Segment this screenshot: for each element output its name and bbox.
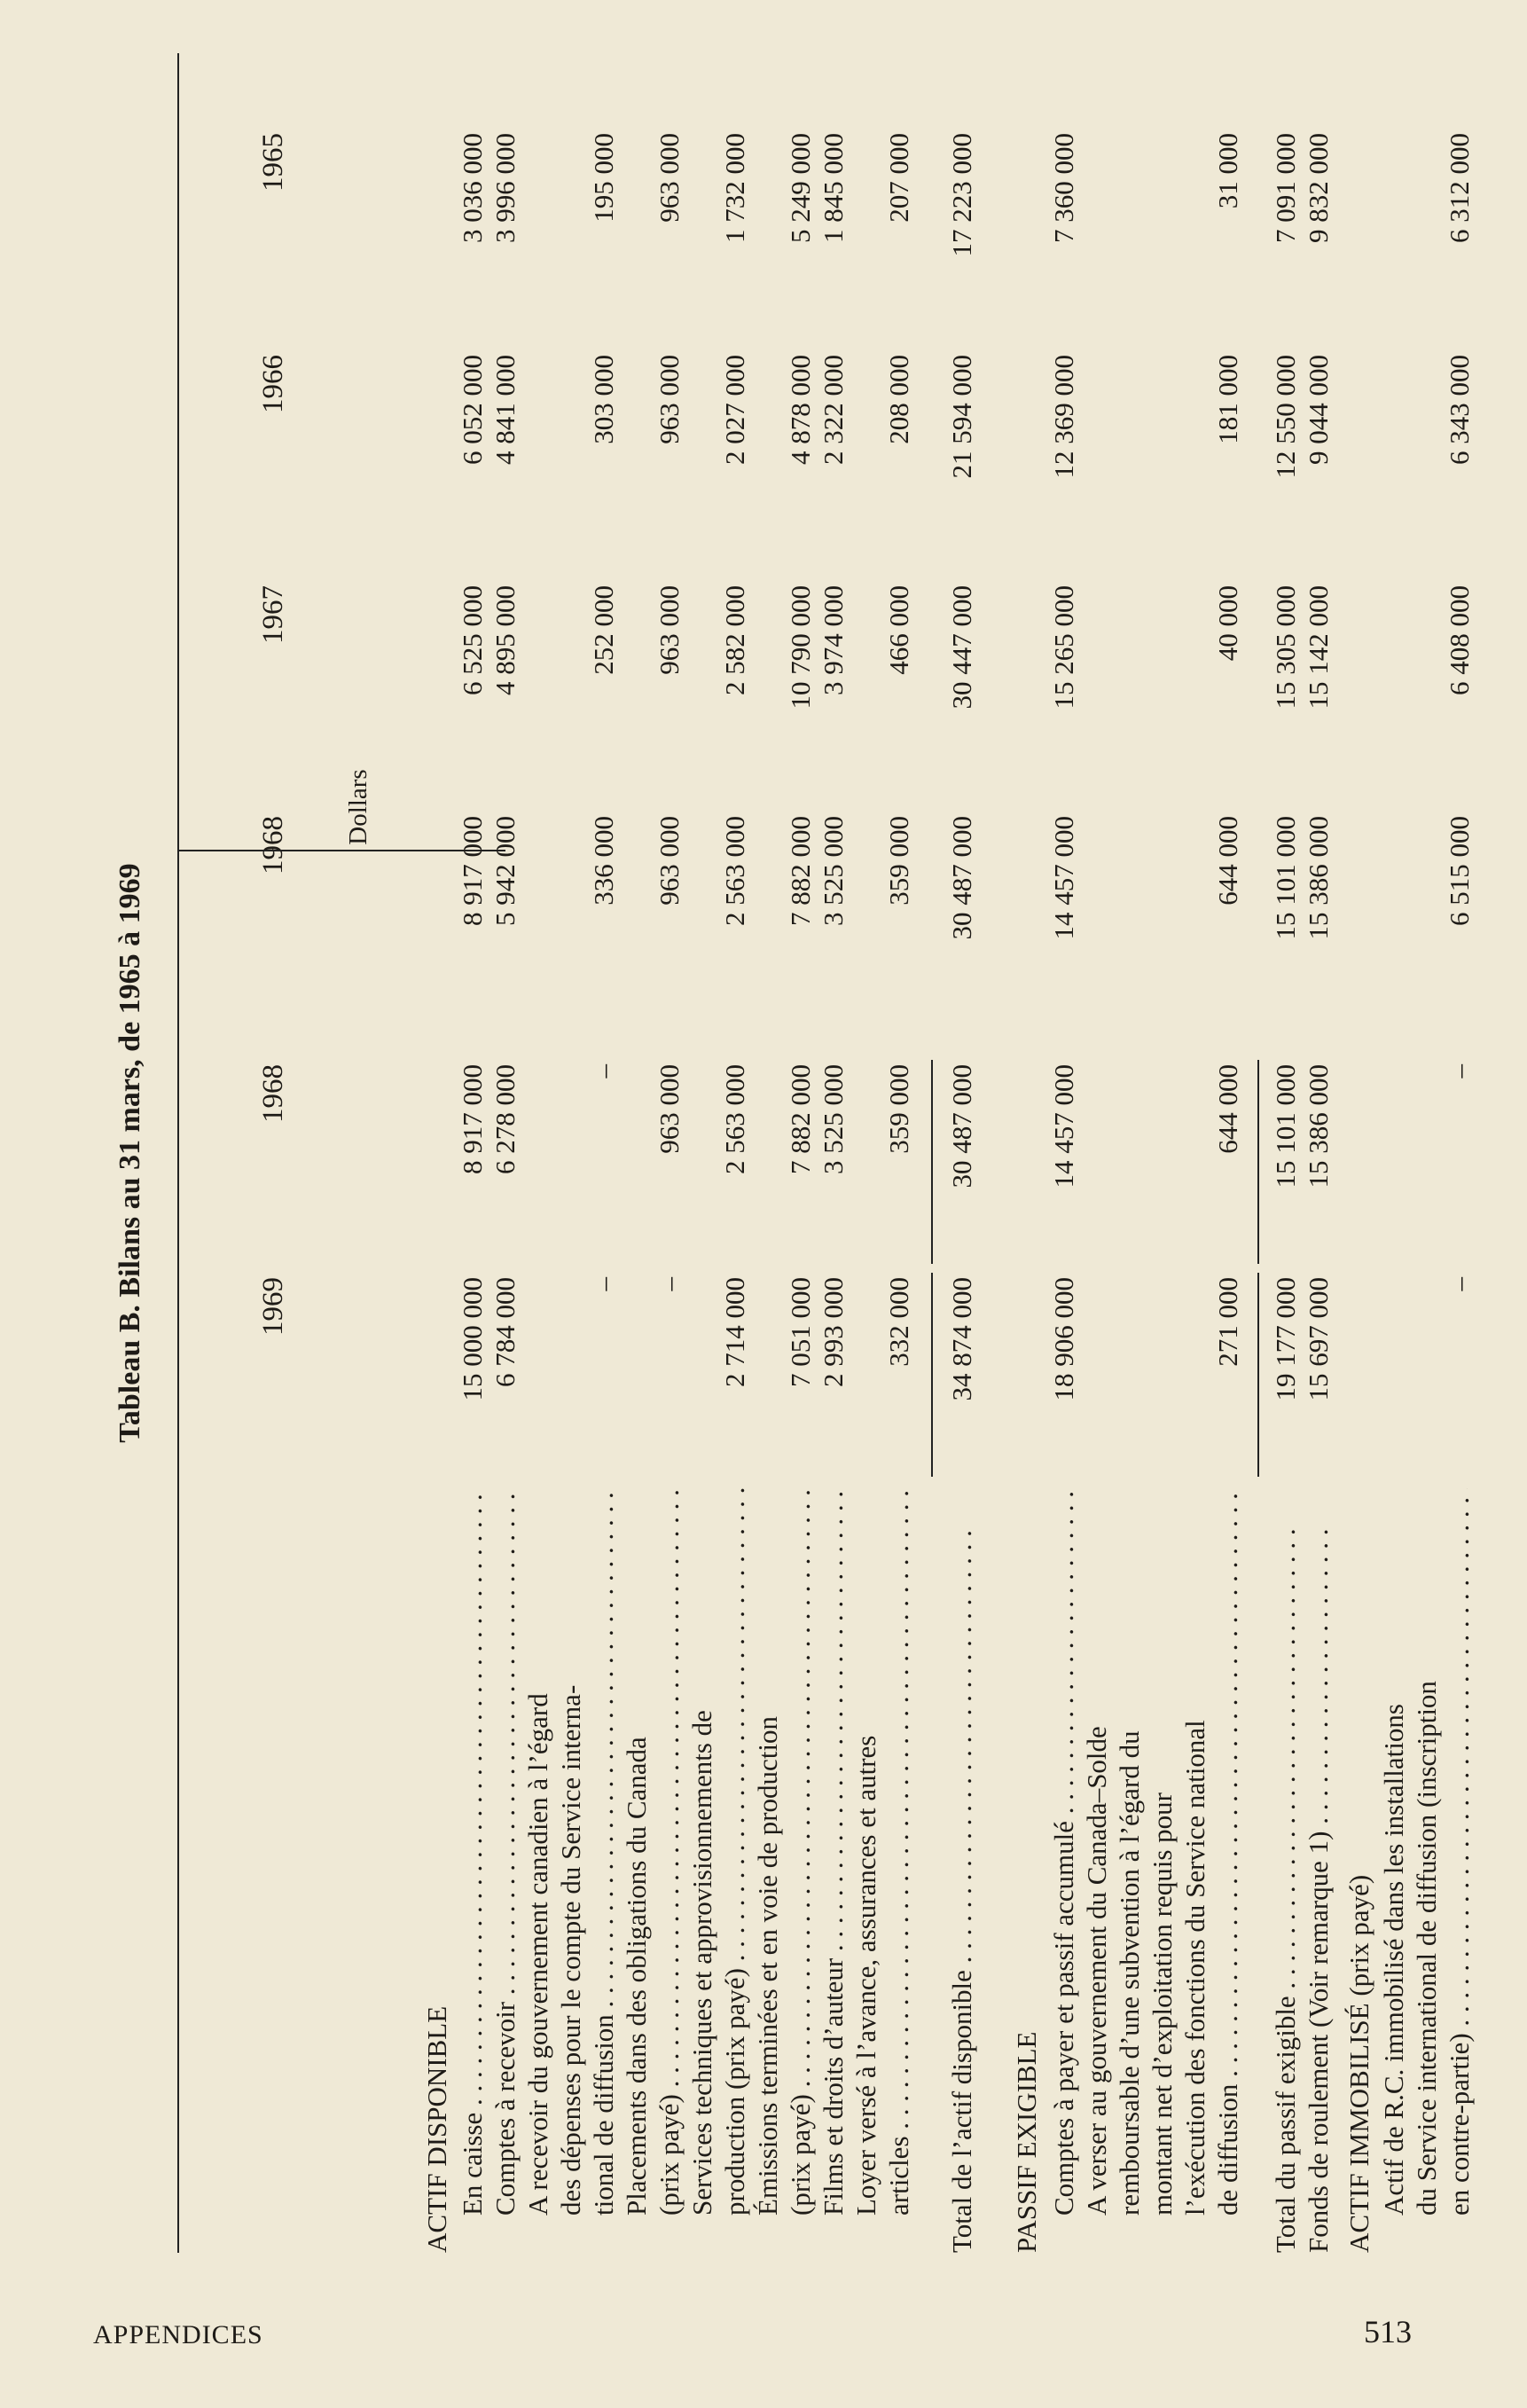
cell-value: 21 594 000 <box>946 355 977 479</box>
column-header: 1969 <box>257 1277 289 1336</box>
cell-value: 3 996 000 <box>489 133 521 243</box>
table-row-films <box>816 53 851 2253</box>
row-label: de diffusion . . . <box>1210 1488 1246 2216</box>
cell-value: 3 525 000 <box>818 816 849 926</box>
cell-value: 15 305 000 <box>1270 585 1301 710</box>
row-label-line: A recevoir du gouvernement canadien à l’égard <box>522 1693 553 2216</box>
cell-value: 252 000 <box>588 585 619 675</box>
row-label: tional de diffusion . . . <box>586 1488 622 2216</box>
table-row-loyer <box>881 53 917 2253</box>
running-footer: APPENDICES <box>93 2320 263 2349</box>
cell-value: 30 487 000 <box>946 816 977 940</box>
cell-value: 2 993 000 <box>818 1277 849 1387</box>
cell-value: 15 101 000 <box>1270 1064 1301 1188</box>
row-label-line: Placements dans des obligations du Canada <box>621 1737 652 2216</box>
cell-value: 6 312 000 <box>1444 133 1475 243</box>
cell-value: 2 322 000 <box>818 355 849 465</box>
column-header: 1965 <box>257 133 289 192</box>
row-label: Comptes à recevoir . . . <box>488 1488 523 2216</box>
cell-value: 3 974 000 <box>818 585 849 695</box>
row-label-line: A verser au gouvernement du Canada–Solde <box>1081 1726 1112 2216</box>
cell-value: 359 000 <box>883 1064 914 1154</box>
cell-value: 18 906 000 <box>1048 1277 1079 1401</box>
subtotal-rule <box>931 1060 933 1264</box>
cell-value: 2 714 000 <box>719 1277 750 1387</box>
table-row-total-passif <box>1268 53 1304 2253</box>
table-row-emissions <box>783 53 818 2253</box>
cell-value: – <box>1444 1064 1475 1079</box>
row-label: Total de l’actif disponible . . . <box>944 1526 980 2253</box>
cell-value: 6 052 000 <box>457 355 488 465</box>
row-label-line: Loyer versé à l’avance, assurances et autres <box>850 1735 881 2216</box>
cell-value: 195 000 <box>588 133 619 223</box>
row-label: Comptes à payer et passif accumulé . . . <box>1046 1488 1082 2216</box>
row-label: (prix payé) . . . <box>783 1488 818 2216</box>
cell-value: 15 697 000 <box>1303 1277 1334 1401</box>
cell-value: 15 000 000 <box>457 1277 488 1401</box>
cell-value: 1 845 000 <box>818 133 849 243</box>
cell-value: 31 000 <box>1212 133 1243 209</box>
cell-value: – <box>588 1277 619 1291</box>
cell-value: 359 000 <box>883 816 914 906</box>
row-label: production (prix payé) . . . <box>717 1488 753 2216</box>
cell-value: 332 000 <box>883 1277 914 1367</box>
table-row-comptes-payer <box>1046 53 1082 2253</box>
cell-value: 14 457 000 <box>1048 816 1079 940</box>
header-rule <box>177 53 179 2253</box>
section-heading-passif-exigible: PASSIF EXIGIBLE <box>1011 2031 1042 2253</box>
cell-value: 3 525 000 <box>818 1064 849 1174</box>
cell-value: 644 000 <box>1212 1064 1243 1154</box>
cell-value: – <box>588 1064 619 1079</box>
row-label-line: montant net d’exploitation requis pour <box>1147 1792 1178 2216</box>
table-row-actif-rc <box>1442 53 1477 2253</box>
cell-value: 963 000 <box>654 133 685 223</box>
cell-value: 7 360 000 <box>1048 133 1079 243</box>
cell-value: 2 582 000 <box>719 585 750 695</box>
cell-value: 466 000 <box>883 585 914 675</box>
cell-value: 2 563 000 <box>719 816 750 926</box>
row-label: (prix payé) . . . <box>652 1488 687 2216</box>
cell-value: 10 790 000 <box>785 585 816 710</box>
row-label-line: Services techniques et approvisionnements de <box>686 1710 717 2216</box>
row-label-line: Émissions terminées et en voie de production <box>752 1715 783 2216</box>
cell-value: 3 036 000 <box>457 133 488 243</box>
cell-value: 5 942 000 <box>489 816 521 926</box>
table-row-a-verser <box>1210 53 1246 2253</box>
column-header: 1968 <box>257 1064 289 1123</box>
subtotal-rule <box>1257 1273 1259 1477</box>
cell-value: – <box>1444 1277 1475 1291</box>
section-heading-actif-disponible: ACTIF DISPONIBLE <box>421 2005 452 2253</box>
row-label-line: l’exécution des fonctions du Service national <box>1179 1720 1210 2216</box>
cell-value: 208 000 <box>883 355 914 444</box>
cell-value: 9 044 000 <box>1303 355 1334 465</box>
cell-value: 15 265 000 <box>1048 585 1079 710</box>
row-label-line: Actif de R.C. immobilisé dans les installations <box>1378 1704 1409 2216</box>
cell-value: 7 882 000 <box>785 1064 816 1174</box>
cell-value: 2 027 000 <box>719 355 750 465</box>
table-row-placements <box>652 53 687 2253</box>
cell-value: 4 878 000 <box>785 355 816 465</box>
cell-value: 6 525 000 <box>457 585 488 695</box>
cell-value: 4 841 000 <box>489 355 521 465</box>
row-label: en contre-partie) . . . <box>1442 1488 1477 2216</box>
row-label-line: des dépenses pour le compte du Service interna- <box>555 1684 586 2216</box>
cell-value: 963 000 <box>654 1064 685 1154</box>
table-title: Tableau B. Bilans au 31 mars, de 1965 à 1969 <box>114 863 146 1443</box>
cell-value: 15 142 000 <box>1303 585 1334 710</box>
cell-value: 6 343 000 <box>1444 355 1475 465</box>
cell-value: 963 000 <box>654 585 685 675</box>
column-header: 1968 <box>257 816 289 875</box>
cell-value: 12 550 000 <box>1270 355 1301 479</box>
table-row-comptes-recevoir <box>488 53 523 2253</box>
page-number: 513 <box>1364 2314 1412 2349</box>
cell-value: 17 223 000 <box>946 133 977 257</box>
cell-value: 15 101 000 <box>1270 816 1301 940</box>
cell-value: 12 369 000 <box>1048 355 1079 479</box>
row-label: articles . . . <box>881 1488 917 2216</box>
cell-value: 15 386 000 <box>1303 1064 1334 1188</box>
column-header: 1967 <box>257 585 289 644</box>
cell-value: 6 784 000 <box>489 1277 521 1387</box>
row-label-line: remboursable d’une subvention à l’égard du <box>1114 1730 1145 2216</box>
cell-value: 8 917 000 <box>457 1064 488 1174</box>
row-label-line: du Service international de diffusion (inscription <box>1411 1681 1442 2216</box>
cell-value: 181 000 <box>1212 355 1243 444</box>
row-label: Films et droits d’auteur . . . <box>816 1488 851 2216</box>
subtotal-rule <box>931 1273 933 1477</box>
section-heading-actif-immobilise: ACTIF IMMOBILISÉ (prix payé) <box>1343 1874 1374 2253</box>
cell-value: 19 177 000 <box>1270 1277 1301 1401</box>
cell-value: 7 882 000 <box>785 816 816 926</box>
cell-value: 271 000 <box>1212 1277 1243 1367</box>
cell-value: 207 000 <box>883 133 914 223</box>
row-label: En caisse . . . <box>455 1488 490 2216</box>
cell-value: 15 386 000 <box>1303 816 1334 940</box>
unit-label: Dollars <box>344 769 372 845</box>
cell-value: 8 917 000 <box>457 816 488 926</box>
cell-value: 5 249 000 <box>785 133 816 243</box>
cell-value: 30 487 000 <box>946 1064 977 1188</box>
row-label: Total du passif exigible . . . <box>1268 1526 1304 2253</box>
cell-value: 6 408 000 <box>1444 585 1475 695</box>
cell-value: 4 895 000 <box>489 585 521 695</box>
cell-value: 14 457 000 <box>1048 1064 1079 1188</box>
cell-value: 30 447 000 <box>946 585 977 710</box>
cell-value: 963 000 <box>654 355 685 444</box>
table-row-fonds-roulement <box>1301 53 1336 2253</box>
cell-value: 1 732 000 <box>719 133 750 243</box>
table-row-en-caisse <box>455 53 490 2253</box>
cell-value: 336 000 <box>588 816 619 906</box>
row-label: Fonds de roulement (Voir remarque 1) . . . <box>1301 1526 1336 2253</box>
cell-value: 40 000 <box>1212 585 1243 662</box>
cell-value: – <box>654 1277 685 1291</box>
cell-value: 34 874 000 <box>946 1277 977 1401</box>
cell-value: 7 091 000 <box>1270 133 1301 243</box>
cell-value: 303 000 <box>588 355 619 444</box>
table-row-services-techniques <box>717 53 753 2253</box>
column-header: 1966 <box>257 355 289 413</box>
cell-value: 6 515 000 <box>1444 816 1475 926</box>
cell-value: 2 563 000 <box>719 1064 750 1174</box>
cell-value: 9 832 000 <box>1303 133 1334 243</box>
subtotal-rule <box>1257 1060 1259 1264</box>
cell-value: 963 000 <box>654 816 685 906</box>
table-row-total-actif <box>944 53 980 2253</box>
cell-value: 644 000 <box>1212 816 1243 906</box>
balance-sheet-table <box>89 53 1475 2253</box>
cell-value: 6 278 000 <box>489 1064 521 1174</box>
cell-value: 7 051 000 <box>785 1277 816 1387</box>
table-row-a-recevoir <box>586 53 622 2253</box>
